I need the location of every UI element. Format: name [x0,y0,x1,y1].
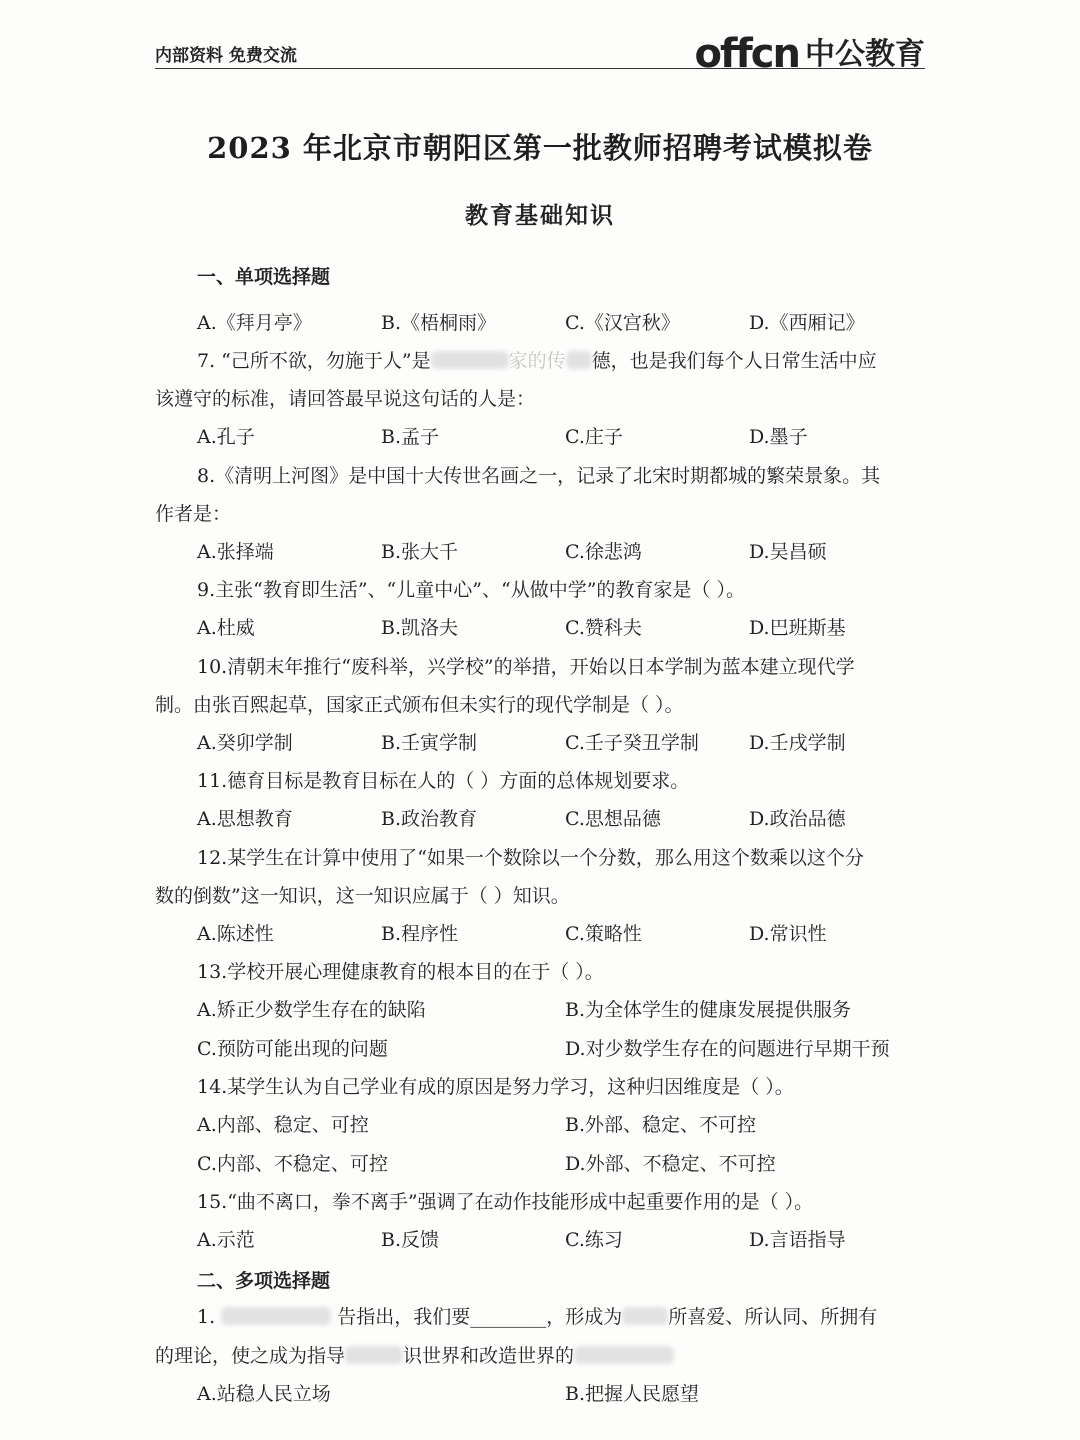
blurred-text [221,1307,331,1325]
option-b: B.程序性 [381,923,459,945]
blurred-text [345,1346,403,1364]
page-header [155,30,925,77]
option-d: D.墨子 [749,426,808,448]
m1-text-part: 所喜爱、所认同、所拥有 [668,1306,878,1328]
offcn-logo [694,31,925,77]
option-b: B.孟子 [381,426,440,448]
option-b: B.凯洛夫 [381,617,459,639]
question-13-options-row1 [197,997,925,1023]
option-c: C.赞科夫 [565,617,642,639]
blurred-text [574,1346,674,1364]
section-heading-multiple-choice: 二、多项选择题 [197,1270,331,1292]
option-c: C.庄子 [565,426,623,448]
header-caption: 内部资料 免费交流 [155,46,297,66]
option-c: C.徐悲鸿 [565,541,642,563]
exam-title: 2023 年北京市朝阳区第一批教师招聘考试模拟卷 [207,131,873,165]
question-8-text: 8.《清明上河图》是中国十大传世名画之一，记录了北宋时期都城的繁荣景象。其 [197,465,881,487]
question-10-options [197,730,925,756]
question-10-text: 10.清朝末年推行“废科举，兴学校”的举措，开始以日本学制为蓝本建立现代学 [197,656,855,678]
multi-question-1-text [197,1304,925,1330]
option-b: B.政治教育 [381,808,478,830]
exam-subtitle: 教育基础知识 [465,203,615,229]
option-c: C.思想品德 [565,808,661,830]
option-a: A.陈述性 [197,923,274,945]
q7-text-part: 德，也是我们每个人日常生活中应 [591,350,877,372]
option-d: D.壬戌学制 [749,732,846,754]
option-c: C.壬子癸丑学制 [565,732,699,754]
m1-text-part: 1. [197,1306,216,1328]
option-d: D.政治品德 [749,808,846,830]
section-heading-single-choice: 一、单项选择题 [197,266,331,288]
option-c: C.预防可能出现的问题 [197,1038,388,1060]
q7-text-part: 家的传 [508,350,566,372]
blurred-text [566,351,592,369]
option-a: A.站稳人民立场 [197,1383,331,1405]
multi-question-1-text-cont [155,1343,925,1369]
question-7-text [197,348,925,374]
option-d: D.外部、不稳定、不可控 [565,1153,776,1175]
question-13-options-row2 [197,1036,925,1062]
option-d: D.常识性 [749,923,827,945]
option-a: A.孔子 [197,426,255,448]
option-a: A.内部、稳定、可控 [197,1114,369,1136]
m1-text-part: 的理论，使之成为指导 [155,1345,346,1367]
question-12-text: 12.某学生在计算中使用了“如果一个数除以一个分数，那么用这个数乘以这个分 [197,847,864,869]
q7-text-part: 7. “己所不欲，勿施于人”是 [197,350,431,372]
question-11-text: 11.德育目标是教育目标在人的（ ）方面的总体规划要求。 [197,770,690,792]
option-b: B.张大千 [381,541,459,563]
option-a: A.张择端 [197,541,274,563]
option-c: C.策略性 [565,923,642,945]
question-12-text-cont: 数的倒数”这一知识，这一知识应属于（ ）知识。 [155,885,570,907]
option-d: D.吴昌硕 [749,541,827,563]
option-d: D.言语指导 [749,1229,846,1251]
option-a: A.矫正少数学生存在的缺陷 [197,999,426,1021]
option-d: D.《西厢记》 [749,312,865,334]
question-6-options [197,310,925,336]
question-15-options [197,1227,925,1253]
question-14-text: 14.某学生认为自己学业有成的原因是努力学习，这种归因维度是（ ）。 [197,1076,794,1098]
question-10-text-cont: 制。由张百熙起草，国家正式颁布但未实行的现代学制是（ ）。 [155,694,684,716]
option-a: A.癸卯学制 [197,732,293,754]
option-d: D.巴班斯基 [749,617,846,639]
question-8-text-cont: 作者是： [155,503,232,525]
option-c: C.练习 [565,1229,623,1251]
blurred-text [431,351,509,369]
question-9-options [197,615,925,641]
question-12-options [197,921,925,947]
logo-latin-text: offcn [694,31,799,77]
option-b: B.反馈 [381,1229,440,1251]
option-a: A.思想教育 [197,808,293,830]
question-8-options [197,539,925,565]
option-d: D.对少数学生存在的问题进行早期干预 [565,1038,890,1060]
m1-text-part: 识世界和改造世界的 [403,1345,575,1367]
question-15-text: 15.“曲不离口，拳不离手”强调了在动作技能形成中起重要作用的是（ ）。 [197,1191,814,1213]
option-b: B.《梧桐雨》 [381,312,497,334]
question-9-text: 9.主张“教育即生活”、“儿童中心”、“从做中学”的教育家是（ ）。 [197,579,745,601]
option-a: A.杜威 [197,617,255,639]
multi-question-1-options [197,1381,925,1407]
question-7-text-cont: 该遵守的标准，请回答最早说这句话的人是： [155,388,536,410]
logo-chinese-text: 中公教育 [805,37,925,72]
question-13-text: 13.学校开展心理健康教育的根本目的在于（ ）。 [197,961,604,983]
option-c: C.《汉宫秋》 [565,312,680,334]
option-b: B.外部、稳定、不可控 [565,1114,757,1136]
question-14-options-row1 [197,1112,925,1138]
m1-text-part: 告指出，我们要________，形成为 [337,1306,623,1328]
question-7-options [197,424,925,450]
option-a: A.示范 [197,1229,255,1251]
option-b: B.壬寅学制 [381,732,478,754]
blurred-text [622,1307,668,1325]
option-c: C.内部、不稳定、可控 [197,1153,388,1175]
option-b: B.为全体学生的健康发展提供服务 [565,999,852,1021]
option-b: B.把握人民愿望 [565,1383,700,1405]
question-11-options [197,806,925,832]
option-a: A.《拜月亭》 [197,312,312,334]
question-14-options-row2 [197,1151,925,1177]
